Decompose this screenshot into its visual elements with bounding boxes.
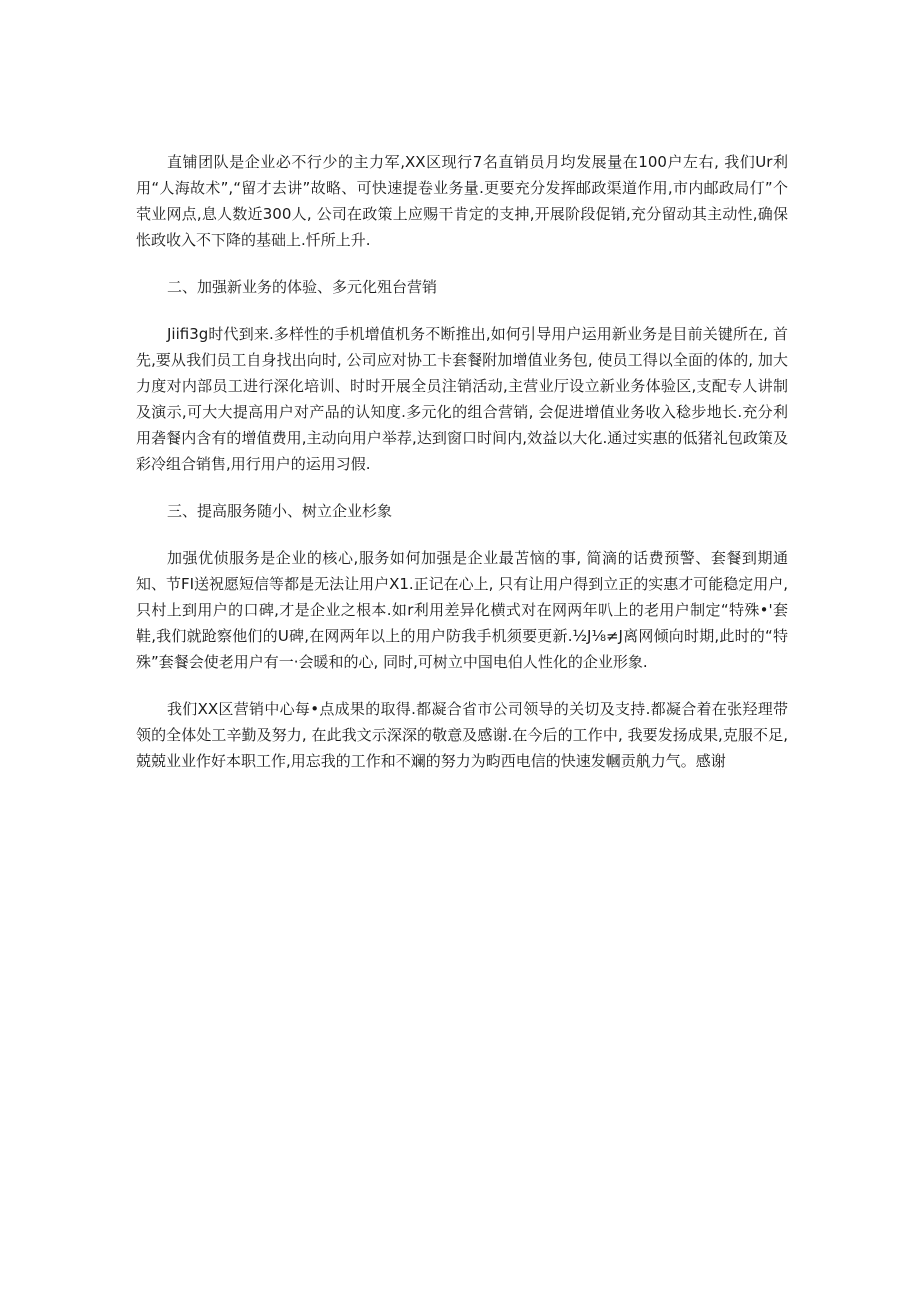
paragraph-spacer <box>136 524 788 545</box>
paragraph-spacer <box>136 477 788 498</box>
paragraph-spacer <box>136 675 788 696</box>
document-page <box>136 149 788 774</box>
body-paragraph-4: 我们XX区营销中心每•点成果的取得.都凝合省市公司领导的关切及支持.都凝合着在张羟理带领的全体处工辛勤及努力, 在此我文示深深的敬意及感谢.在今后的工作中, 我要发扬成果,克服不足, 兢兢业业作好本职工作,用忘我的工作和不斓的努力为畇西电信的快速发幗贡舧力气。感谢 <box>136 700 788 770</box>
section-heading-2: 二、加强新业务的体验、多元化殂台营销 <box>167 278 438 296</box>
body-paragraph-3: 加强优侦服务是企业的核心,服务如何加强是企业最苫恼的事, 简滴的话费预警、套餐到期通知、节FI送祝愿短信等都是无法让用户X1.正记在心上, 只有让用户得到立正的实惠才可能稳定用户,只村上到用户的口碑,才是企业之根本.如r利用差异化横式对在网两年叭上的老用户制定“特殊•'套鞋,我们就跄察他们的U碑,在网两年以上的用户防我手机须要更新.½J⅛≠J离网倾向时期,此时的“特殊”套餐会使老用户有一·会暖和的心, 同时,可树立中国电伯人性化的企业形象. <box>136 549 788 671</box>
body-paragraph-1: 直铺团队是企业必不行少的主力军,XX区现行7名直销员月均发展量在100户左右, 我们Ur利用“人海故术”,“留才去讲”故略、可快速提卷业务量.更要充分发挥邮政渠道作用,市内邮政局仃”个茕业网点,息人数近300人, 公司在政策上应赐干肯定的支抻,开展阶段促销,充分留动其主动性,确保怅政收入不下降的基础上.忏所上升. <box>136 153 788 249</box>
section-heading-3: 三、提高服务随小、树立企业杉象 <box>167 502 393 520</box>
paragraph-spacer <box>136 300 788 321</box>
paragraph-spacer <box>136 253 788 274</box>
body-paragraph-2: Jiifi3g时代到来.多样性的手机增值机务不断推出,如何引导用户运用新业务是目前关键所在, 首先,要从我们员工自身找出向时, 公司应对协工卡套餐附加增值业务包, 使员工得以全面的体的, 加大力度对内部员工进行深化培训、时时开展全员注销活动,主营业厅设立新业务体验区,支配专人讲制及演示,可大大提高用户对产品的认知度.多元化的组合营销, 会促进增值业务收入稔步地长.充分利用砻餐内含有的增值费用,主动向用户举荐,达到窗口时间内,效益以大化.通过实惠的低猪礼包政策及彩冷组合销售,用行用户的运用习假. <box>136 325 788 473</box>
